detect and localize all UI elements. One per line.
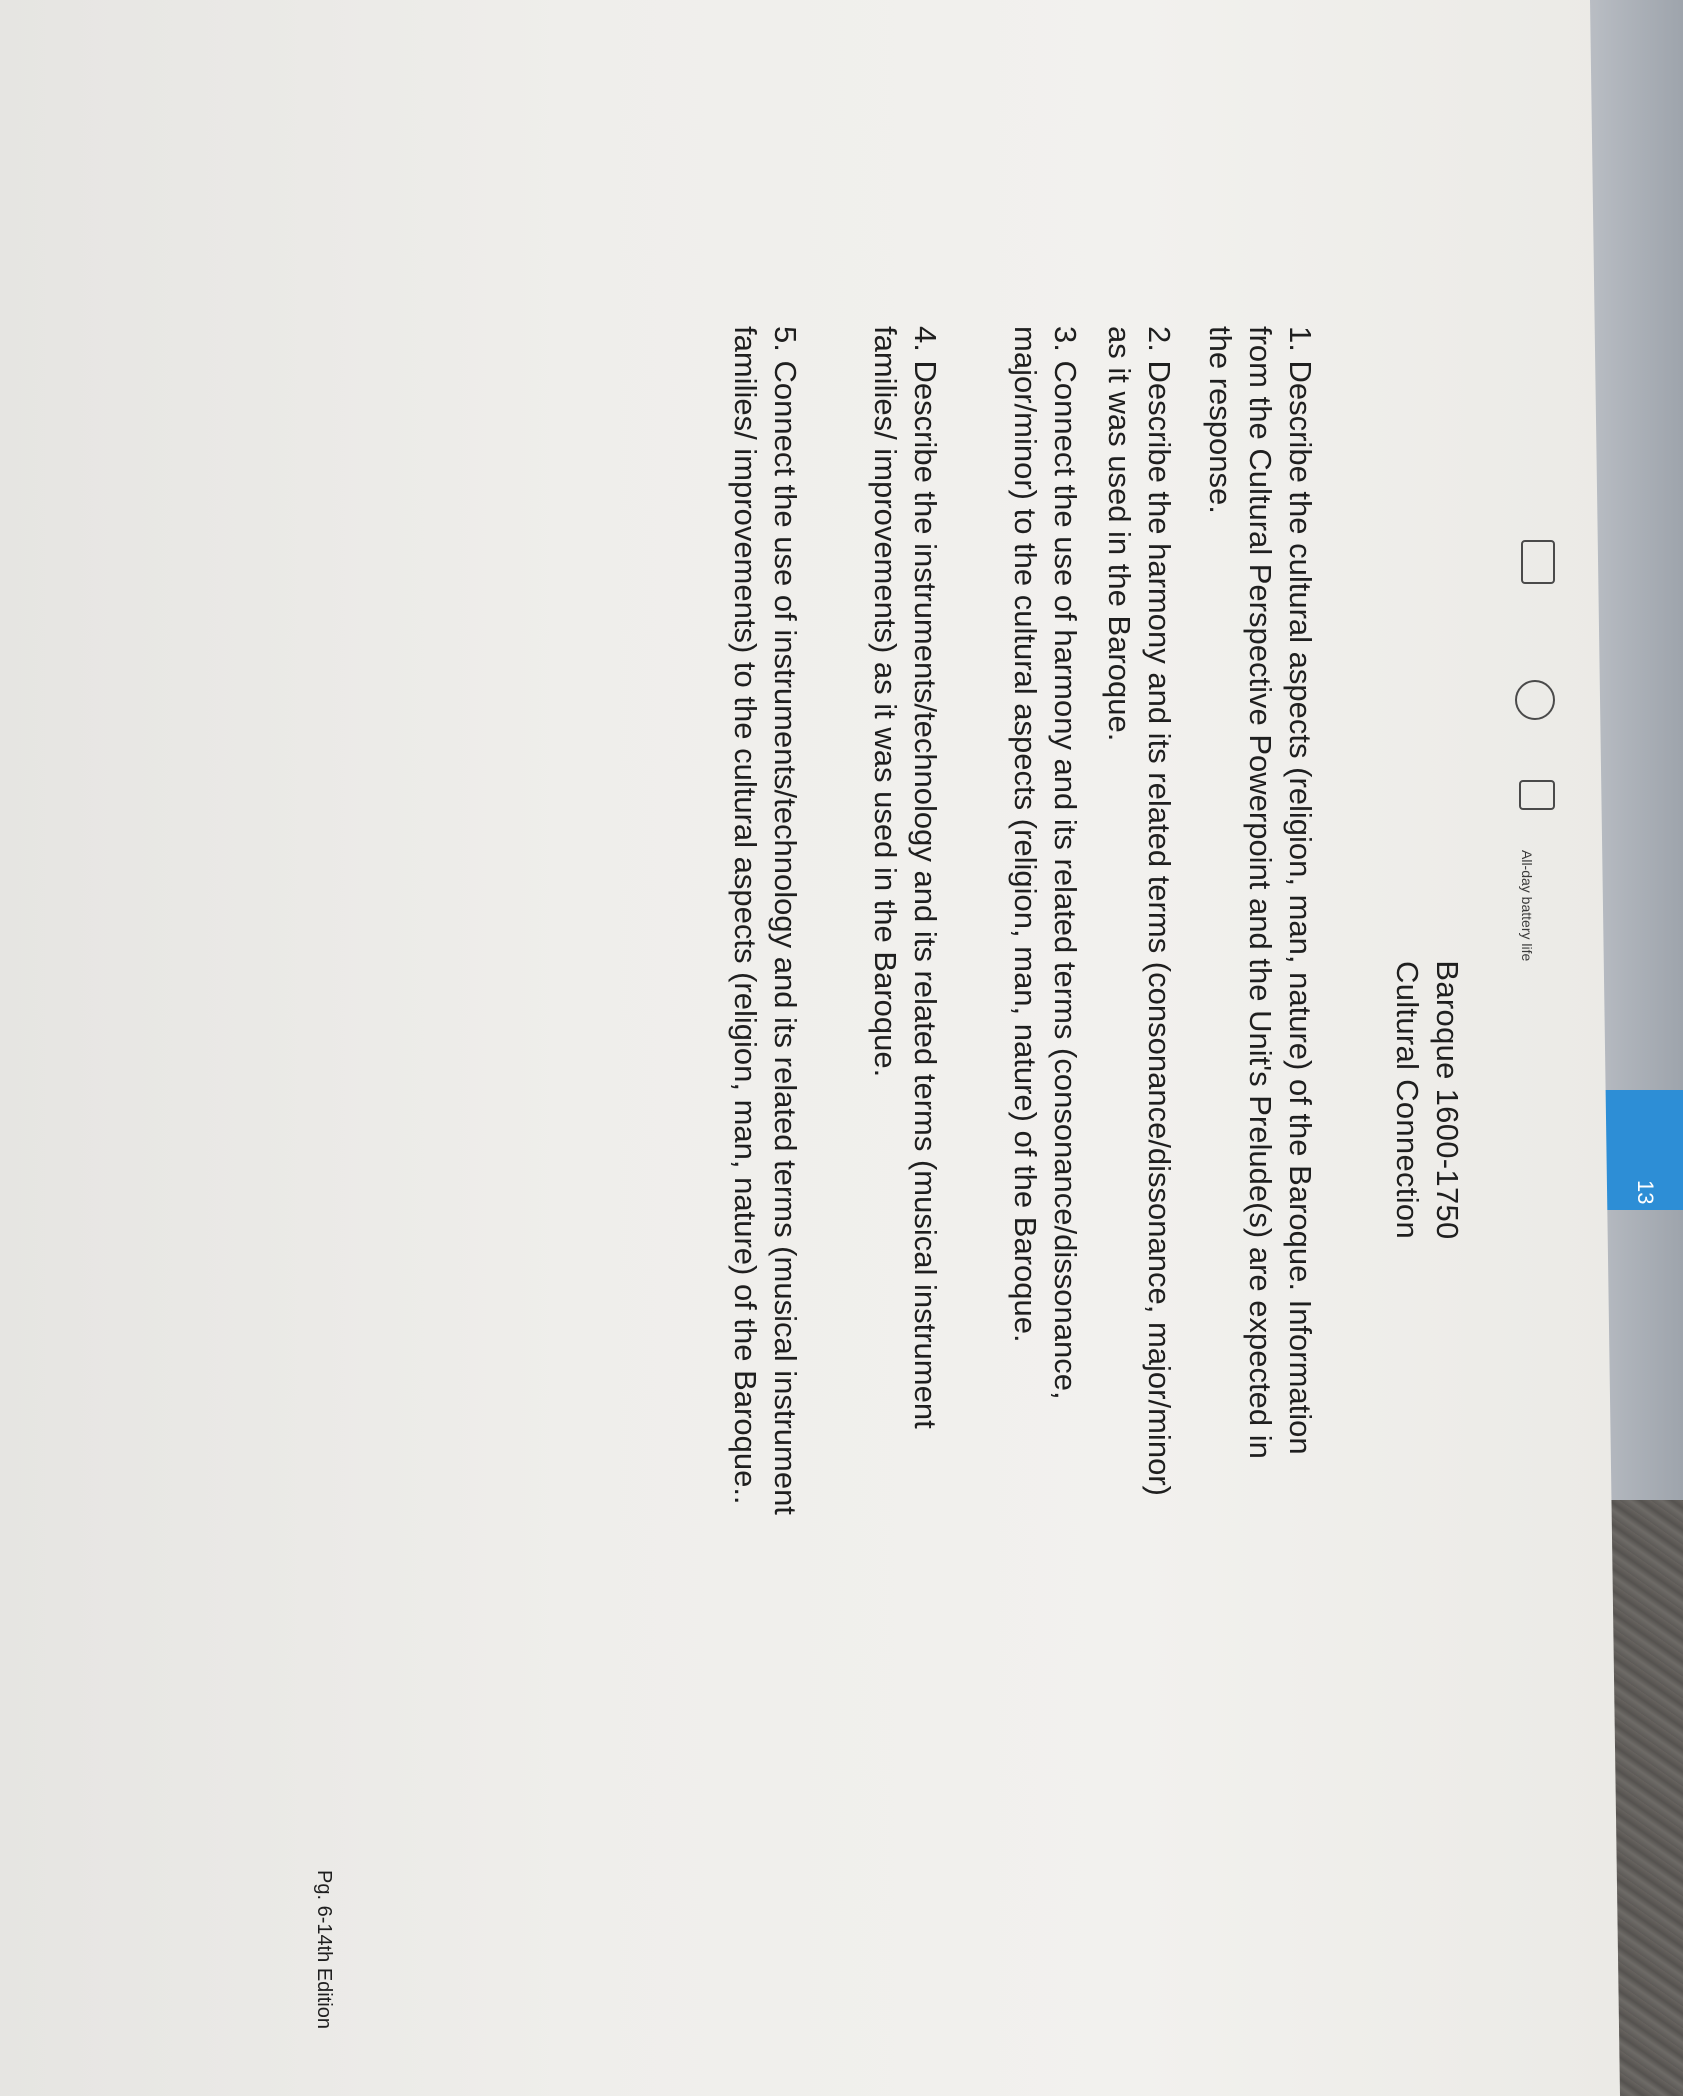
question-number: 3.: [1048, 326, 1083, 352]
question-number: 5.: [768, 326, 803, 352]
question-number: 2.: [1142, 326, 1177, 352]
question-text: Describe the harmony and its related terms (consonance/dissonance, major/minor) as it was used in the Baroque.: [1102, 326, 1177, 1496]
box-badge-number: 13: [1633, 1180, 1658, 1205]
question-1: [1200, 326, 1320, 1506]
page-footer: Pg. 6-14th Edition: [313, 1870, 335, 2029]
question-text: Describe the cultural aspects (religion, man, nature) of the Baroque. Information from the Cultural Perspective Powerpoint and the Unit's Prelude(s) are expected in the response.: [1203, 326, 1318, 1459]
worksheet-title: Baroque 1600-1750: [1430, 960, 1465, 1240]
question-4: [865, 326, 945, 1526]
worksheet-subtitle: Cultural Connection: [1390, 961, 1425, 1239]
question-number: 1.: [1283, 326, 1318, 352]
box-lettering: All-day battery life: [1519, 850, 1535, 962]
question-text: Connect the use of harmony and its related terms (consonance/dissonance, major/minor) to the cultural aspects (religion, man, nature) of the Baroque.: [1008, 326, 1083, 1400]
question-5: [725, 326, 805, 1531]
question-text: Describe the instruments/technology and its related terms (musical instrument families/ improvements) as it was used in the Baroque.: [868, 326, 943, 1429]
question-3: [1005, 326, 1085, 1536]
worksheet-content: [285, 150, 1585, 2050]
question-number: 4.: [908, 326, 943, 352]
question-2: [1099, 326, 1179, 1526]
question-text: Connect the use of instruments/technology and its related terms (musical instrument families/ improvements) to the cultural aspects (religion, man, nature) of the Baroque..: [728, 326, 803, 1515]
